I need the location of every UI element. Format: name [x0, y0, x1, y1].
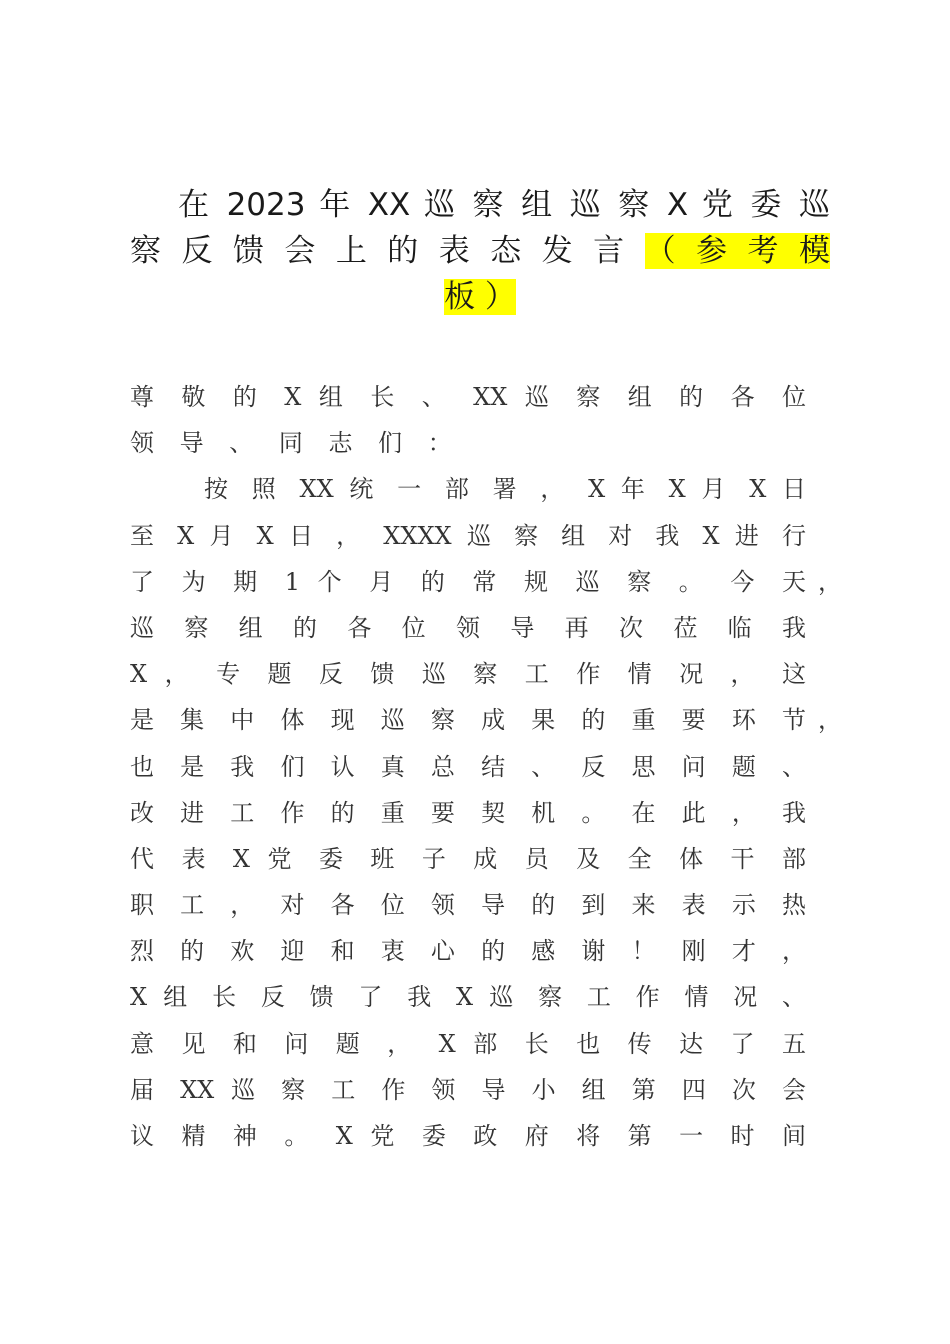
body-line: 至 X 月 X 日 ， XXXX 巡 察 组 对 我 X 进 行 [130, 521, 806, 550]
body-line: 尊 敬 的 X 组 长 、 XX 巡 察 组 的 各 位 [130, 383, 806, 411]
body-line: 议 精 神 。 X 党 委 政 府 将 第 一 时 间 [130, 1122, 806, 1150]
title-highlight-1: （ 参 考 模 [644, 233, 831, 269]
document-body [130, 376, 842, 1161]
body-line: 按 照 XX 统 一 部 署 ， X 年 X 月 X 日 [204, 475, 806, 504]
title-highlight-2: 板 ） [444, 279, 516, 315]
title-line-1: 在 2023 年 XX 巡 察 组 巡 察 X 党 委 巡 [178, 187, 830, 223]
body-line-text: 是 集 中 体 现 巡 察 成 果 的 重 要 环 节 [130, 706, 806, 735]
body-line: 烈 的 欢 迎 和 衷 心 的 感 谢 ！ 刚 才 ， [130, 937, 806, 966]
body-line: 领 导 、 同 志 们 ： [130, 429, 452, 458]
body-line: 改 进 工 作 的 重 要 契 机 。 在 此 ， 我 [130, 798, 806, 827]
body-line: 巡 察 组 的 各 位 领 导 再 次 莅 临 我 [130, 613, 806, 642]
document-title [130, 182, 830, 320]
body-line: 也 是 我 们 认 真 总 结 、 反 思 问 题 、 [130, 752, 806, 781]
body-line: X 组 长 反 馈 了 我 X 巡 察 工 作 情 况 、 [130, 983, 806, 1012]
body-line: 职 工 ， 对 各 位 领 导 的 到 来 表 示 热 [130, 891, 806, 920]
body-line: X ， 专 题 反 馈 巡 察 工 作 情 况 ， 这 [130, 660, 806, 689]
title-line-2 [130, 228, 830, 274]
punctuation-overhang: ， [818, 706, 842, 735]
body-line: 代 表 X 党 委 班 子 成 员 及 全 体 干 部 [130, 844, 806, 873]
body-line-text: 了 为 期 1 个 月 的 常 规 巡 察 。 今 天 [130, 567, 806, 596]
title-line-3 [130, 274, 830, 320]
punctuation-overhang: ， [818, 567, 842, 596]
body-line: 意 见 和 问 题 ， X 部 长 也 传 达 了 五 [130, 1029, 806, 1058]
body-line [130, 699, 842, 745]
body-line: 届 XX 巡 察 工 作 领 导 小 组 第 四 次 会 [130, 1075, 806, 1104]
title-line-2-text: 察 反 馈 会 上 的 表 态 发 言 [130, 233, 630, 269]
body-line [130, 561, 842, 607]
